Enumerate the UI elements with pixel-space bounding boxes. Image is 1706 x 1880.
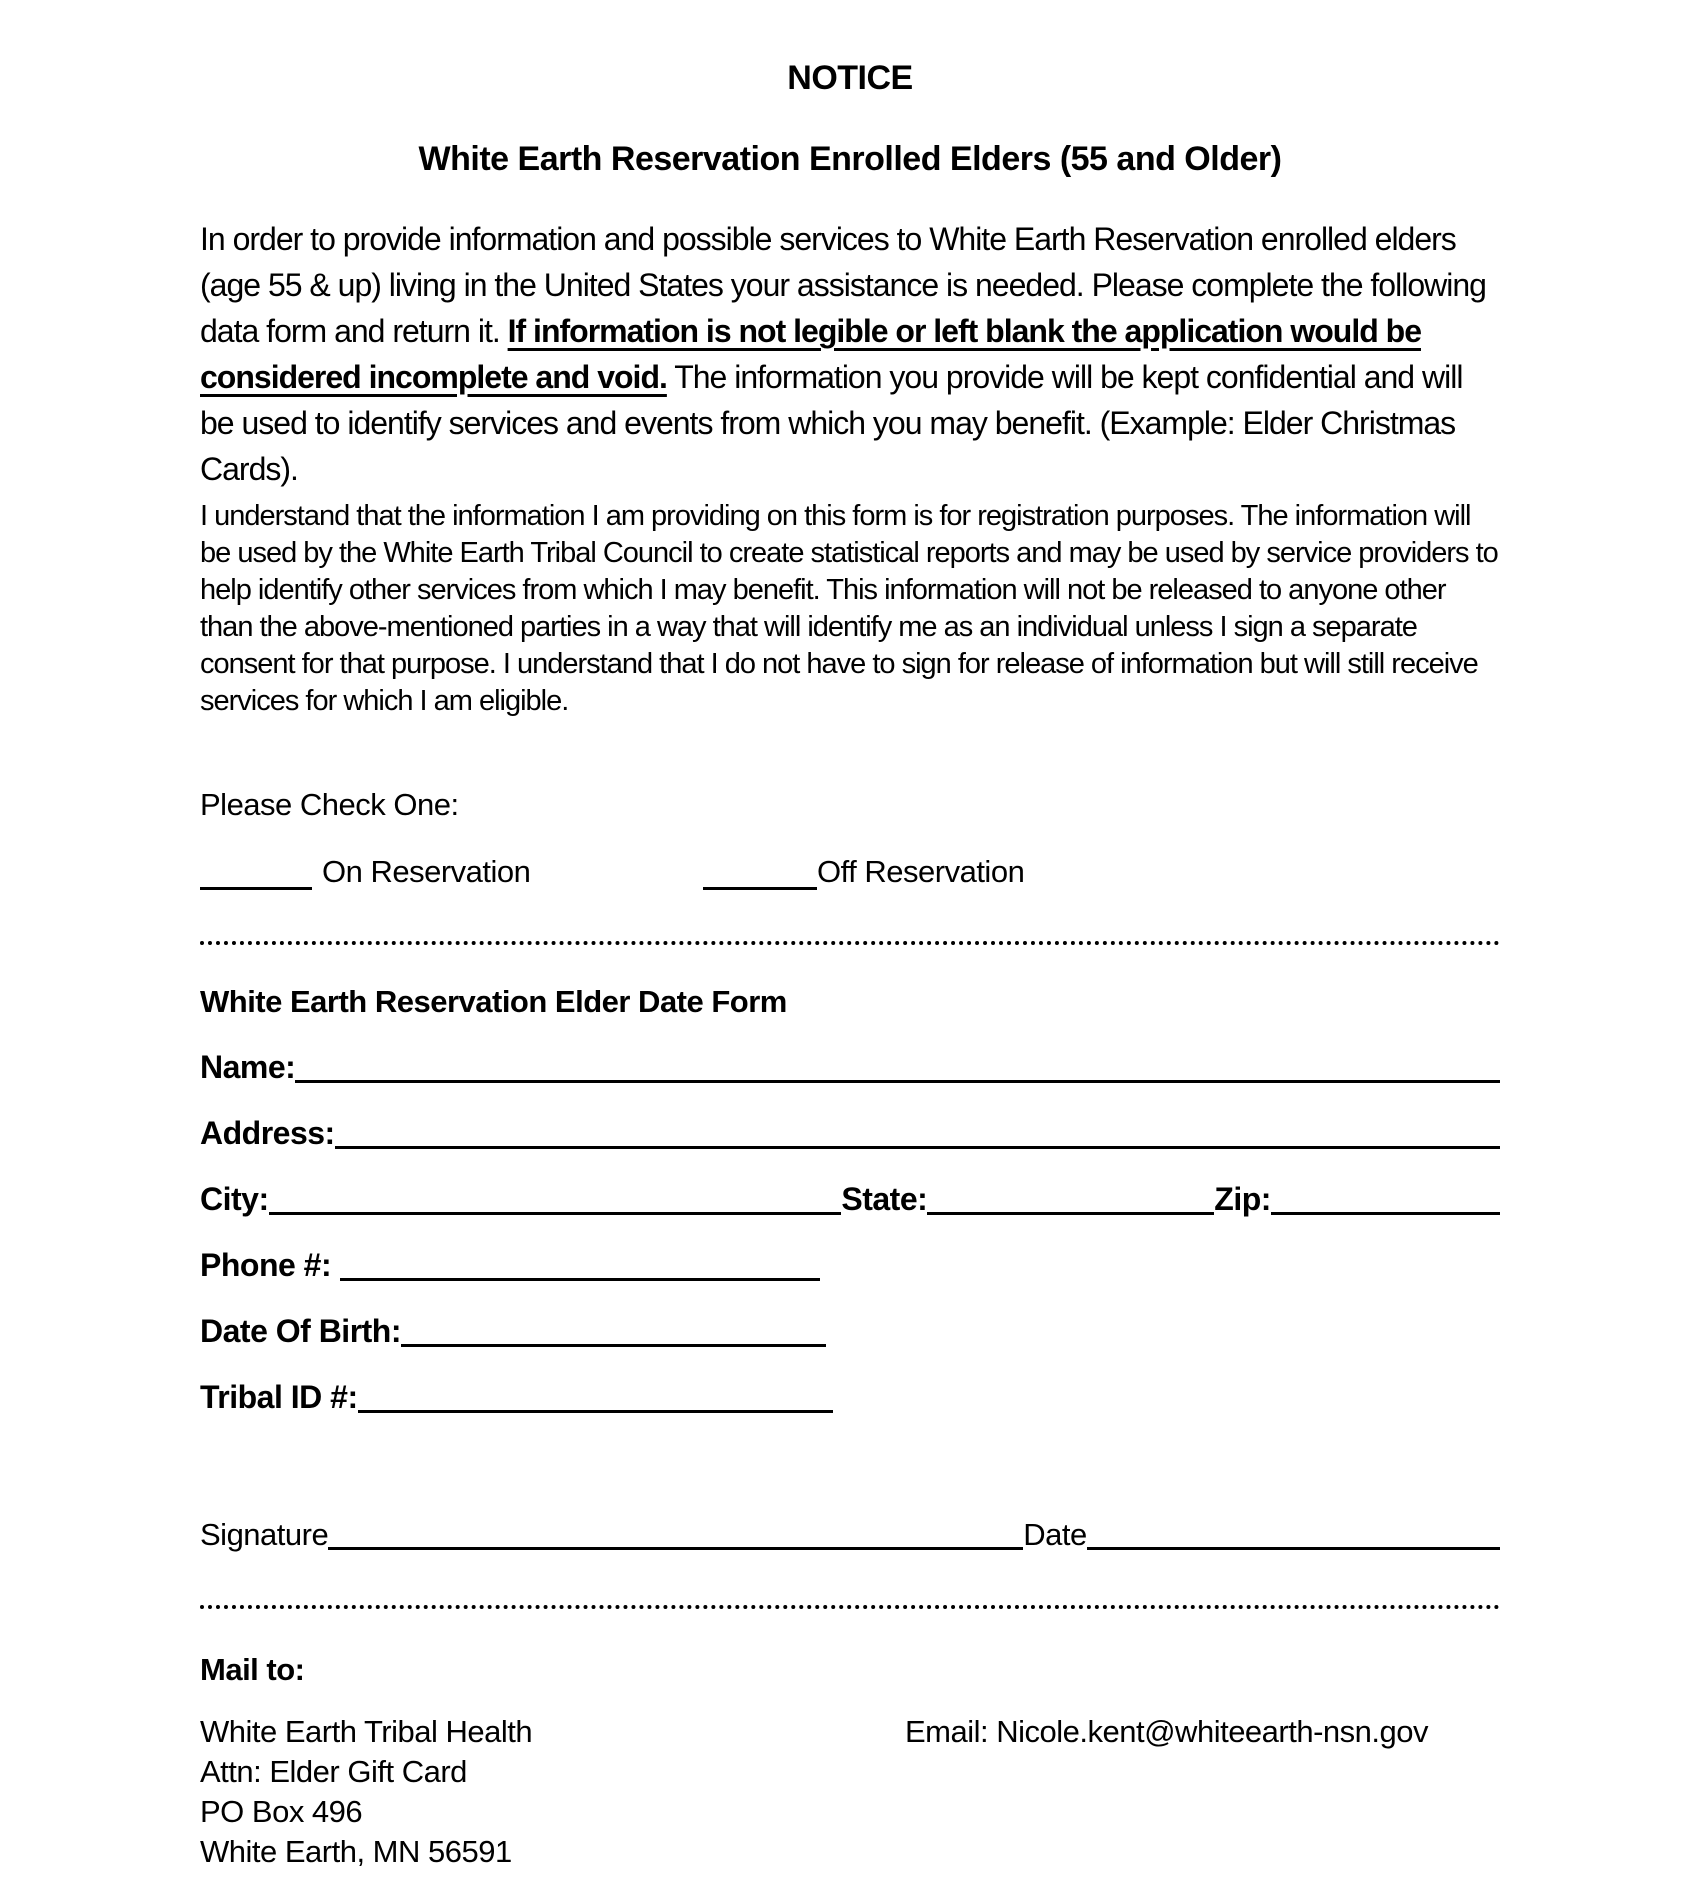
consent-paragraph: I understand that the information I am providing on this form is for registration purposes. The information will be used by the White Earth Tribal Council to create statistical reports and may be used by service providers to help identify other services from which I may benefit. This information will not be released to anyone other than the above-mentioned parties in a way that will identify me as an individual unless I sign a separate consent for that purpose. I understand that I do not have to sign for release of information but will still receive services for which I am eligible. [200, 500, 1498, 717]
intro-paragraph [200, 216, 1500, 492]
city-blank-line[interactable] [269, 1212, 842, 1215]
off-reservation-blank-line[interactable] [703, 858, 817, 890]
date-blank-line[interactable] [1087, 1547, 1500, 1550]
zip-label: Zip: [1214, 1181, 1271, 1217]
reservation-check-row [200, 853, 1500, 893]
phone-label: Phone #: [200, 1247, 340, 1283]
state-label: State: [841, 1181, 928, 1217]
signature-blank-line[interactable] [328, 1547, 1023, 1550]
signature-label: Signature [200, 1517, 329, 1552]
phone-blank-line[interactable] [340, 1278, 820, 1281]
zip-blank-line[interactable] [1271, 1212, 1500, 1215]
signature-date-row [200, 1516, 1500, 1553]
email-text: Email: Nicole.kent@whiteearth-nsn.gov [905, 1714, 1428, 1749]
address-field-row [200, 1115, 1500, 1152]
off-reservation-label: Off Reservation [817, 854, 1025, 889]
state-blank-line[interactable] [927, 1212, 1214, 1215]
mail-address-line-3: PO Box 496 [200, 1794, 363, 1829]
address-blank-line[interactable] [335, 1146, 1500, 1149]
tribal-id-label: Tribal ID #: [200, 1379, 358, 1415]
phone-field-row [200, 1247, 1500, 1284]
dotted-divider-top [200, 941, 1500, 945]
name-label: Name: [200, 1049, 296, 1085]
mail-address-line-2: Attn: Elder Gift Card [200, 1754, 467, 1789]
form-heading: White Earth Reservation Elder Date Form [200, 984, 787, 1019]
dotted-divider-bottom [200, 1605, 1500, 1609]
date-label: Date [1023, 1517, 1087, 1552]
name-field-row [200, 1049, 1500, 1086]
on-reservation-label: On Reservation [322, 854, 531, 889]
on-reservation-blank-line[interactable] [200, 858, 312, 890]
name-blank-line[interactable] [295, 1080, 1500, 1083]
page-subtitle: White Earth Reservation Enrolled Elders (55 and Older) [418, 140, 1282, 178]
date-of-birth-label: Date Of Birth: [200, 1313, 401, 1349]
mail-address-line-1: White Earth Tribal Health [200, 1714, 533, 1749]
city-label: City: [200, 1181, 269, 1217]
mail-to-heading: Mail to: [200, 1652, 305, 1687]
intro-text-emphasis: If information is not legible or left blank the application would be considered incomplete and void. [200, 313, 1421, 395]
mail-address-block [200, 1712, 1500, 1872]
dob-field-row [200, 1313, 1500, 1350]
intro-text-before: In order to provide information and possible services to White Earth Reservation enrolled elders (age 55 & up) living in the United States your assistance is needed. Please complete the following data form and return it. [200, 221, 1486, 349]
intro-text-after: The information you provide will be kept confidential and will be used to identify services and events from which you may benefit. (Example: Elder Christmas Cards). [200, 359, 1463, 487]
city-state-zip-row [200, 1181, 1500, 1218]
date-of-birth-blank-line[interactable] [401, 1344, 826, 1347]
page-title: NOTICE [787, 59, 913, 97]
mail-address-line-4: White Earth, MN 56591 [200, 1834, 512, 1869]
tribal-id-field-row [200, 1379, 1500, 1416]
check-one-label: Please Check One: [200, 787, 459, 822]
tribal-id-blank-line[interactable] [358, 1410, 833, 1413]
off-reservation-group [703, 853, 1024, 890]
address-label: Address: [200, 1115, 335, 1151]
